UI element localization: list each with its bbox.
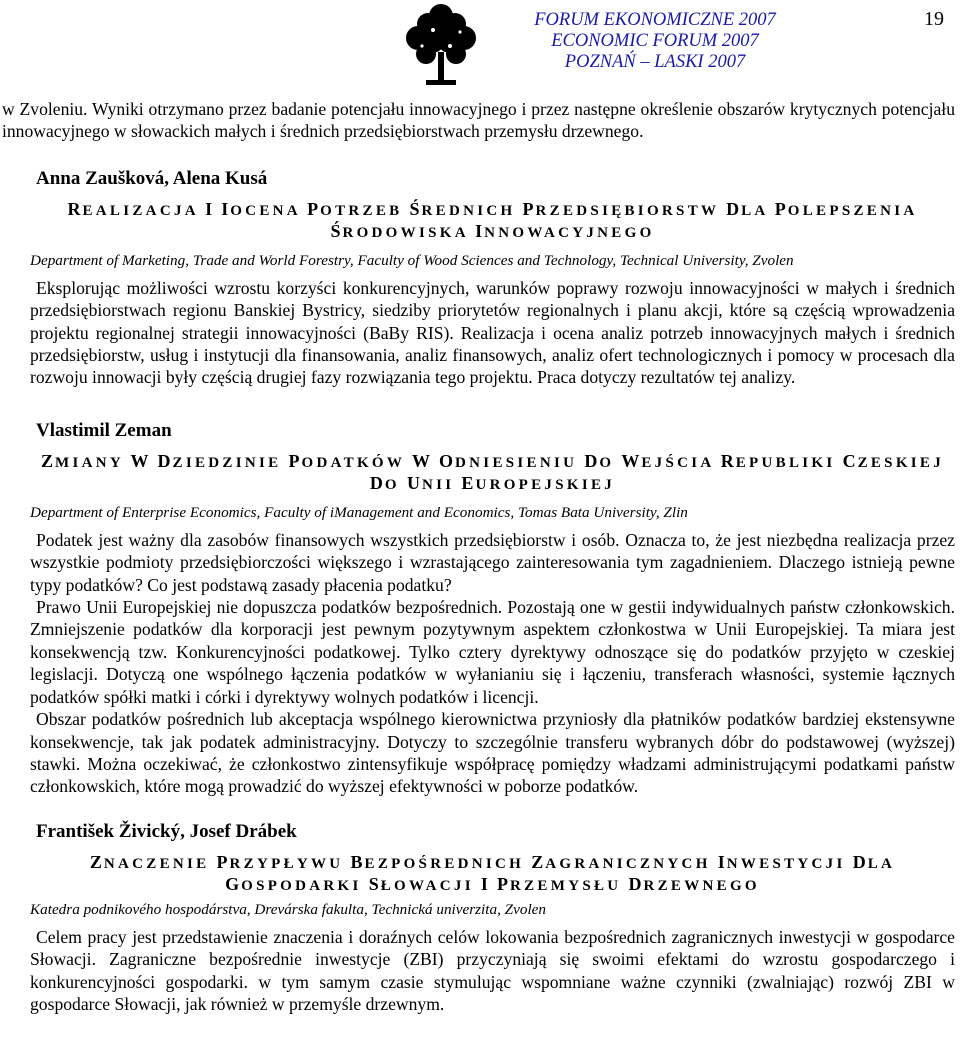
intro-paragraph: w Zvoleniu. Wyniki otrzymano przez badanie potencjału innowacyjnego i przez następne określenie obszarów krytycznych potencjału innowacyjnego w słowackich małych i średnich przedsiębiorstwach przemysłu drzewnego. xyxy=(2,99,955,142)
section-zeman xyxy=(30,419,955,798)
section-paragraph: Prawo Unii Europejskiej nie dopuszcza podatków bezpośrednich. Pozostają one w gestii indywidualnych państw członkowskich. Zmniejszenie podatków dla korporacji jest pewnym pozytywnym aspektem członkostwa w Unii Europejskiej. Ta miara jest konsekwencją tzw. Konkurencyjności podatkowej. Tylko cztery dyrektywy odnoszące się do podatków przyjęto w czeskiej legislacji. Dotyczą one wspólnego łączenia podatków w wyłanianiu się i łączeniu, transferach własności, systemie łącznych podatków spółki matki i córki i dyrektywy wolnych podatków i licencji. xyxy=(30,597,955,707)
title-line-2: GOSPODARKI SŁOWACJI I PRZEMYSŁU DRZEWNEGO xyxy=(225,873,760,894)
section-zauskova xyxy=(30,167,955,389)
section-paragraph: Obszar podatków pośrednich lub akceptacja wspólnego kierownictwa przyniosły dla płatników podatków bardziej ekstensywne konsekwencje, tak jak podatek administracyjny. Dotyczy to szczególnie transferu wybranych dóbr do podstawowej (wyższej) stawki. Można oczekiwać, że członkostwo zintensyfikuje współpracę pomiędzy władzami administrującymi podatkami państw członkowskich, które mogą prowadzić do wyższej efektywności w poborze podatków. xyxy=(30,709,955,797)
tree-logo-icon xyxy=(400,2,482,90)
title-line-1: ZNACZENIE PRZYPŁYWU BEZPOŚREDNICH ZAGRANICZNYCH INWESTYCJI DLA xyxy=(89,851,896,872)
title-line-1: REALIZACJA I IOCENA POTRZEB ŚREDNICH PRZEDSIĘBIORSTW DLA POLEPSZENIA xyxy=(67,198,918,219)
page-number: 19 xyxy=(924,8,944,30)
section-author: Anna Zaušková, Alena Kusá xyxy=(36,167,268,189)
conference-header xyxy=(510,10,800,73)
section-author: František Živický, Josef Drábek xyxy=(36,820,297,842)
section-paragraph: Podatek jest ważny dla zasobów finansowych wszystkich przedsiębiorstw i osób. Oznacza to, że jest niezbędna realizacja przez wszystkie podmioty przedsiębiorczości większego i wzrastającego zainteresowania tym zagadnieniem. Dlaczego istnieją pewne typy podatków? Co jest podstawą zasady płacenia podatku? xyxy=(30,529,955,595)
title-line-1: ZMIANY W DZIEDZINIE PODATKÓW W ODNIESIENIU DO WEJŚCIA REPUBLIKI CZESKIEJ xyxy=(40,450,945,471)
section-title xyxy=(30,852,955,896)
page-content xyxy=(2,98,955,1015)
section-affiliation: Katedra podnikového hospodárstva, Drevárska fakulta, Technická univerzita, Zvolen xyxy=(30,900,547,918)
forum-line-3: POZNAŃ – LASKI 2007 xyxy=(564,52,746,72)
section-title xyxy=(30,199,955,243)
section-author: Vlastimil Zeman xyxy=(36,419,172,441)
title-line-2: ŚRODOWISKA INNOWACYJNEGO xyxy=(330,220,655,241)
section-paragraph: Celem pracy jest przedstawienie znaczenia i doraźnych celów lokowania bezpośrednich zagranicznych inwestycji w gospodarce Słowacji. Zagraniczne bezpośrednie inwestycje (ZBI) przyczyniają się swoimi efektami do wzrostu gospodarczego i konkurencyjności gospodarki. w tym samym czasie stymulując wspomniane ważne czynniki (zwalniając) rozwój ZBI w gospodarce Słowacji, jak również w przemyśle drzewnym. xyxy=(30,926,955,1014)
section-paragraph: Eksplorując możliwości wzrostu korzyści konkurencyjnych, warunków poprawy rozwoju innowacyjności w małych i średnich przedsiębiorstwach regionu Banskiej Bystricy, siedziby priorytetów regionalnych i planu akcji, które są częścią wprowadzenia projektu regionalnej strategii innowacyjności (BaBy RIS). Realizacja i ocena analiz potrzeb innowacyjnych małych i średnich przedsiębiorstw, usług i instytucji dla finansowania, analiz finansowych, analiz ofert technologicznych i pomocy w procesach dla rozwoju innowacji były częścią drugiej fazy rozwiązania tego projektu. Praca dotyczy rezultatów tej analizy. xyxy=(30,277,955,388)
section-zivicky xyxy=(30,820,955,1016)
forum-line-1: FORUM EKONOMICZNE 2007 xyxy=(534,10,776,30)
section-title xyxy=(30,451,955,495)
page-header xyxy=(0,0,960,92)
title-line-2: DO UNII EUROPEJSKIEJ xyxy=(369,472,616,493)
forum-line-2: ECONOMIC FORUM 2007 xyxy=(551,31,759,51)
section-affiliation: Department of Marketing, Trade and World Forestry, Faculty of Wood Sciences and Technology, Technical University, Zvolen xyxy=(30,251,794,269)
section-affiliation: Department of Enterprise Economics, Faculty of iManagement and Economics, Tomas Bata University, Zlin xyxy=(30,503,688,521)
